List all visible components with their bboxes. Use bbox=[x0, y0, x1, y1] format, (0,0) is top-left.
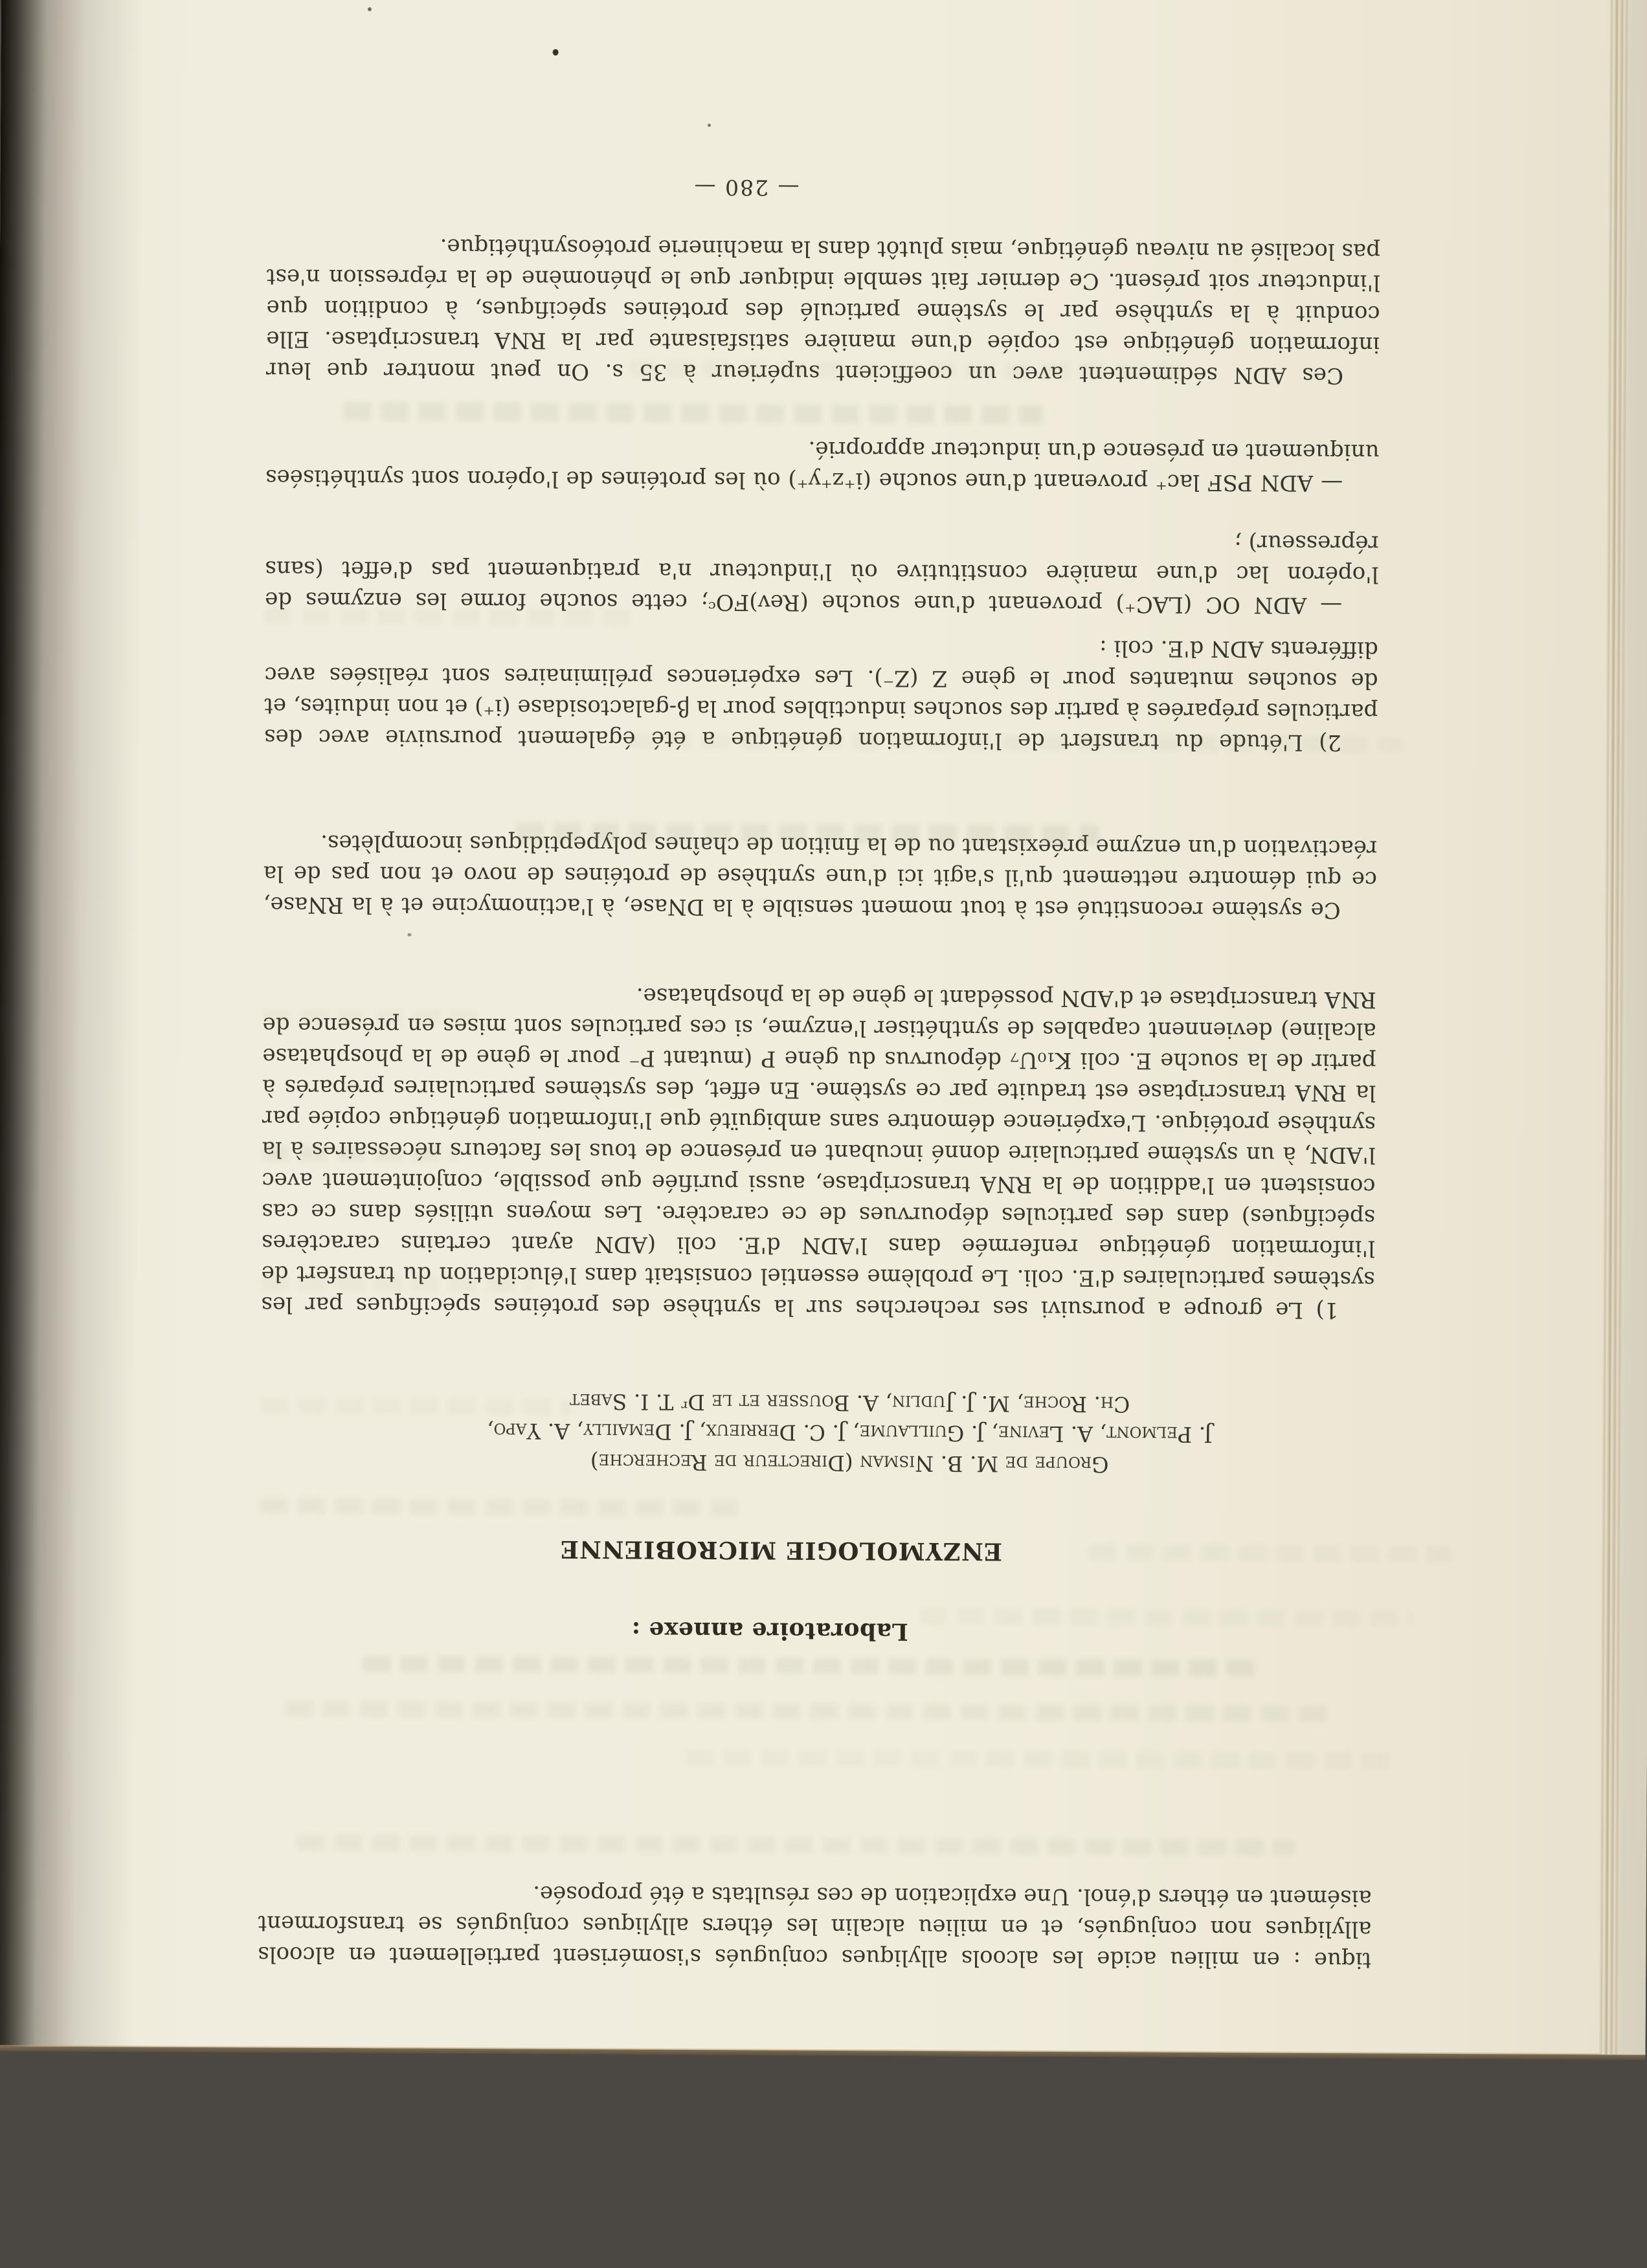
paragraph-1: 1) Le groupe a poursuivi ses recherches sur la synthèse des protéines spécifiques par les systèmes particulaires d'E. coli. Le problème essentiel consistait dans l'élucidation du transfert de l'information génétique renfermée dans l'ADN d'E. coli (ADN ayant certains caractères spécifiques) dans des particules dépourvues de ce caractère. Les moyens utilisés dans ce cas consistent en l'addition de la RNA transcriptase, aussi purifiée que possible, conjointement avec l'ADN, à un système particulaire donné incubant en présence de tous les facteurs nécessaires à la synthèse protéique. L'expérience démontre sans ambiguïté que l'information génétique copiée par la RNA transcriptase est traduite par ce système. En effet, des systèmes particulaires préparés à partir de la souche E. coli K₁₀U₇ dépourvus du gène P (mutant P⁻ pour le gène de la phosphatase alcaline) deviennent capables de synthétiser l'enzyme, si ces particules sont mises en présence de RNA transcriptase et d'ADN possédant le gène de la phosphatase. bbox=[261, 983, 1377, 1324]
paragraph-3: 2) L'étude du transfert de l'information génétique a été également poursuivie avec des particules préparées à partir des souches inductibles pour la β-galactosidase (i⁺) et non induites, et de souches mutantes pour le gène Z (Z⁻). Les expériences préliminaires sont réalisées avec différents ADN d'E. coli : bbox=[263, 635, 1378, 756]
ghost-text-line bbox=[260, 1498, 739, 1516]
paragraph-4: — ADN OC (LAC⁺) provenant d'une souche (Rev)FOᶜ; cette souche forme les enzymes de l'opéron lac d'une manière constitutive où l'inducteur n'a pratiquement pas d'effet (sans répresseur) ; bbox=[265, 529, 1379, 619]
research-group-line: Groupe de M. B. Nisman (Directeur de Recherche) bbox=[590, 1449, 1109, 1478]
ghost-text-line bbox=[263, 1009, 483, 1026]
ghost-text-line bbox=[516, 823, 1099, 845]
ghost-text-line bbox=[344, 402, 1043, 424]
paragraph-6: Ces ADN sédimentent avec un coefficient supérieur à 35 s. On peut montrer que leur information génétique est copiée d'une manière satisfaisante par la RNA transcriptase. Elle conduit à la synthèse par le système particulé des protéines spécifiques, à condition que l'inducteur soit présent. Ce dernier fait semble indiquer que le phénomène de la répression n'est pas localisé au niveau génétique, mais plutôt dans la machinerie protéosynthétique. bbox=[265, 233, 1381, 389]
ghost-text-line bbox=[261, 1397, 572, 1415]
ghost-text-line bbox=[297, 1835, 1294, 1856]
ghost-text-line bbox=[262, 1274, 533, 1291]
annex-label: Laboratoire annexe : bbox=[631, 1616, 908, 1645]
paragraph-2: Ce système reconstitué est à tout moment sensible à la DNase, à l'actinomycine et à la RNase, ce qui démontre nettement qu'il s'agit ici d'une synthèse de protéines de novo et non pas de la réactivation d'un enzyme préexistant ou de la finition de chaînes polypeptidiques incomplètes. bbox=[263, 829, 1378, 924]
continuation-paragraph: tique : en milieu acide les alcools allyliques conjugués s'isomérisent partiellement en alcools allyliques non conjugués, et en milieu alcalin les éthers allyliques conjugués se transforment aisément en éthers d'énol. Une explication de ces résultats a été proposée. bbox=[258, 1880, 1372, 1973]
document-content bbox=[258, 169, 1381, 1975]
team-members-line-2: Ch. Roche, M. J. Judlin, A. Bousser et le Dʳ T. I. Sabet bbox=[569, 1388, 1130, 1418]
dust-speck bbox=[708, 124, 711, 127]
ghost-text-line bbox=[265, 608, 634, 625]
dust-speck bbox=[553, 49, 559, 56]
paragraph-5: — ADN PSF lac⁺ provenant d'une souche (i⁺z⁺y⁺) où les protéines de l'opéron sont synthétisées uniquement en présence d'un inducteur approprié. bbox=[265, 436, 1380, 496]
dust-speck bbox=[368, 7, 372, 11]
ghost-text-line bbox=[920, 1608, 1412, 1627]
dust-speck bbox=[407, 933, 411, 937]
annex-title: ENZYMOLOGIE MICROBIENNE bbox=[559, 1535, 1003, 1566]
ghost-text-line bbox=[686, 1750, 1398, 1769]
ghost-text-line bbox=[363, 1656, 1257, 1676]
page-number: — 280 — bbox=[693, 174, 800, 201]
team-members-line-1: J. Pelmont, A. Levine, J. Guillaume, J. C. Derrieux, J. Demailly, A. Yapo, bbox=[486, 1418, 1213, 1448]
ghost-text-line bbox=[262, 1145, 456, 1162]
ghost-text-line bbox=[285, 1701, 1334, 1722]
ghost-text-line bbox=[629, 361, 1185, 379]
ghost-text-line bbox=[1088, 1544, 1451, 1562]
